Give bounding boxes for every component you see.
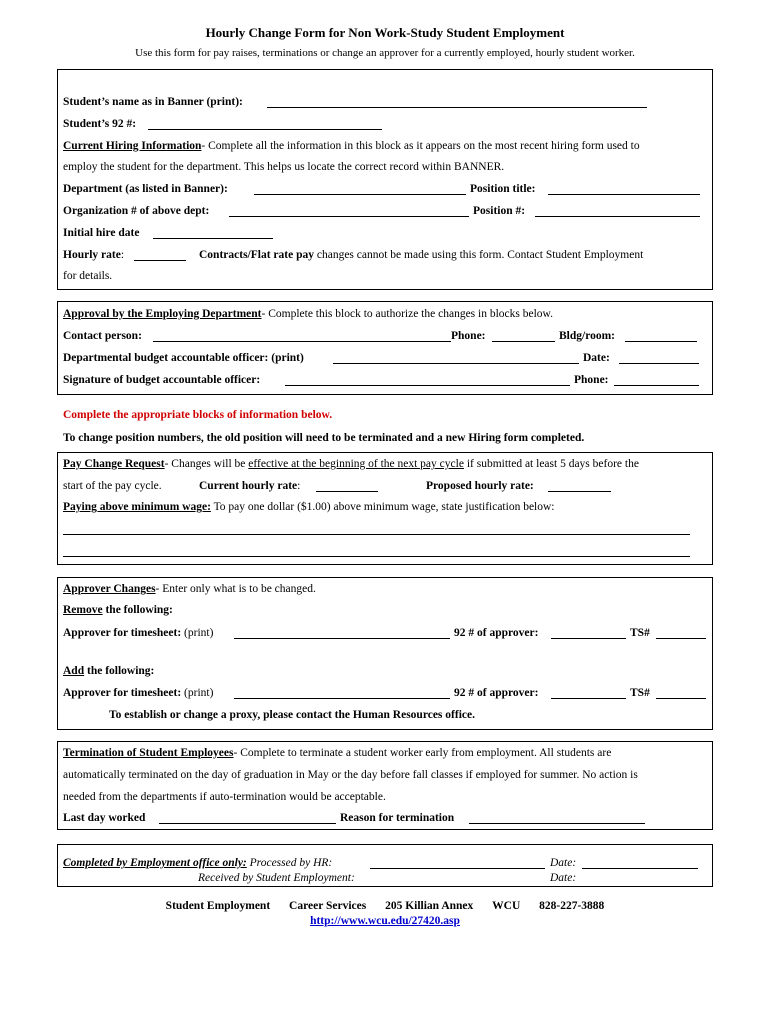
termination-text3: needed from the departments if auto-termination would be acceptable. bbox=[63, 791, 386, 803]
add-timesheet-field[interactable] bbox=[234, 698, 450, 699]
proposed-rate-field[interactable] bbox=[548, 491, 611, 492]
pay-change-text-underlined: effective at the beginning of the next pay cycle bbox=[248, 458, 464, 470]
org-field[interactable] bbox=[229, 216, 469, 217]
date2-label: Date: bbox=[550, 872, 577, 884]
add-print-label: (print) bbox=[181, 687, 214, 699]
footer bbox=[0, 900, 770, 912]
hourly-rate-field[interactable] bbox=[134, 260, 186, 261]
position-num-field[interactable] bbox=[535, 216, 700, 217]
add-timesheet-label: Approver for timesheet: bbox=[63, 687, 182, 699]
hourly-rate-row: Hourly rate: bbox=[63, 249, 125, 261]
min-wage-text: To pay one dollar ($1.00) above minimum wage, state justification below: bbox=[210, 501, 555, 513]
remove-label: Remove bbox=[63, 604, 103, 616]
approver-text: - Enter only what is to be changed. bbox=[155, 583, 316, 595]
date1-field[interactable] bbox=[582, 868, 698, 869]
contracts-text2: for details. bbox=[63, 270, 113, 282]
pay-change-text-b: if submitted at least 5 days before the bbox=[463, 458, 639, 470]
date-field[interactable] bbox=[619, 363, 699, 364]
approver-title: Approver Changes bbox=[63, 583, 156, 595]
min-wage-row bbox=[63, 500, 555, 514]
instructions-red: Complete the appropriate blocks of information below. bbox=[63, 409, 333, 421]
student-name-row bbox=[63, 95, 243, 109]
justification-line-1[interactable] bbox=[63, 534, 690, 535]
termination-text2: automatically terminated on the day of graduation in May or the day before fall classes if employed for summer. No action is bbox=[63, 769, 638, 781]
reason-field[interactable] bbox=[469, 823, 645, 824]
footer-item-4: WCU bbox=[492, 900, 521, 912]
contracts-row bbox=[199, 248, 643, 262]
bldg-label: Bldg/room: bbox=[559, 330, 616, 342]
date-label: Date: bbox=[583, 352, 610, 364]
add-rest: the following: bbox=[84, 665, 155, 677]
remove-timesheet-field[interactable] bbox=[234, 638, 450, 639]
approval-title-row bbox=[63, 307, 553, 321]
student-id-label: Student’s 92 #: bbox=[63, 118, 137, 130]
received-label: Received by Student Employment: bbox=[198, 872, 355, 884]
footer-url-link[interactable]: http://www.wcu.edu/27420.asp bbox=[310, 915, 460, 927]
phone-field[interactable] bbox=[492, 341, 555, 342]
remove-print-label: (print) bbox=[181, 627, 214, 639]
add-timesheet-row bbox=[63, 686, 213, 700]
approval-title: Approval by the Employing Department bbox=[63, 308, 262, 320]
pay-change-title: Pay Change Request bbox=[63, 458, 165, 470]
reason-label: Reason for termination bbox=[340, 812, 455, 824]
instructions-bold: To change position numbers, the old position will need to be terminated and a new Hiring form completed. bbox=[63, 432, 585, 444]
add-approver-92-label: 92 # of approver: bbox=[454, 687, 539, 699]
add-approver-92-field[interactable] bbox=[551, 698, 626, 699]
contact-field[interactable] bbox=[153, 341, 451, 342]
footer-link-row bbox=[0, 915, 770, 927]
remove-ts-label: TS# bbox=[630, 627, 650, 639]
last-day-label: Last day worked bbox=[63, 812, 146, 824]
remove-ts-field[interactable] bbox=[656, 638, 706, 639]
student-name-field[interactable] bbox=[267, 107, 647, 108]
current-rate-row: Current hourly rate: bbox=[199, 480, 301, 492]
processed-label: Processed by HR: bbox=[246, 857, 333, 869]
remove-rest: the following: bbox=[102, 604, 173, 616]
termination-text1: - Complete to terminate a student worker early from employment. All students are bbox=[233, 747, 612, 759]
remove-row bbox=[63, 603, 173, 617]
footer-item-2: Career Services bbox=[289, 900, 367, 912]
footer-item-5: 828-227-3888 bbox=[539, 900, 605, 912]
add-label: Add bbox=[63, 665, 85, 677]
hire-date-field[interactable] bbox=[153, 238, 273, 239]
remove-approver-92-label: 92 # of approver: bbox=[454, 627, 539, 639]
processed-field[interactable] bbox=[370, 868, 545, 869]
footer-item-1: Student Employment bbox=[165, 900, 271, 912]
proposed-rate-label: Proposed hourly rate: bbox=[426, 480, 534, 492]
pay-change-text-a: - Changes will be bbox=[164, 458, 249, 470]
signature-field[interactable] bbox=[285, 385, 570, 386]
current-hiring-text1: - Complete all the information in this block as it appears on the most recent hiring form used to bbox=[201, 140, 640, 152]
bldg-field[interactable] bbox=[625, 341, 697, 342]
page-title: Hourly Change Form for Non Work-Study Student Employment bbox=[205, 25, 565, 40]
proxy-text: To establish or change a proxy, please contact the Human Resources office. bbox=[109, 709, 475, 721]
department-label: Department (as listed in Banner): bbox=[63, 183, 228, 195]
hire-date-label: Initial hire date bbox=[63, 227, 140, 239]
org-label: Organization # of above dept: bbox=[63, 205, 210, 217]
add-ts-field[interactable] bbox=[656, 698, 706, 699]
remove-timesheet-row bbox=[63, 626, 213, 640]
min-wage-title: Paying above minimum wage: bbox=[63, 501, 211, 513]
termination-title: Termination of Student Employees bbox=[63, 747, 234, 759]
office-title-row bbox=[63, 856, 332, 870]
office-title: Completed by Employment office only: bbox=[63, 857, 247, 869]
add-ts-label: TS# bbox=[630, 687, 650, 699]
budget-officer-field[interactable] bbox=[333, 363, 579, 364]
position-title-field[interactable] bbox=[548, 194, 700, 195]
hourly-rate-label: Hourly rate bbox=[63, 249, 121, 261]
budget-officer-label: Departmental budget accountable officer: (print) bbox=[63, 352, 304, 364]
last-day-field[interactable] bbox=[159, 823, 336, 824]
add-row bbox=[63, 664, 154, 678]
department-field[interactable] bbox=[254, 194, 466, 195]
position-num-label: Position #: bbox=[473, 205, 526, 217]
justification-line-2[interactable] bbox=[63, 556, 690, 557]
current-hiring-text2: employ the student for the department. This helps us locate the correct record within BANNER. bbox=[63, 161, 505, 173]
pay-change-title-row bbox=[63, 457, 639, 471]
current-rate-field[interactable] bbox=[316, 491, 378, 492]
current-hiring-title: Current Hiring Information bbox=[63, 140, 202, 152]
pay-change-text2: start of the pay cycle. bbox=[63, 480, 162, 492]
contracts-bold: Contracts/Flat rate pay bbox=[199, 249, 314, 261]
student-id-field[interactable] bbox=[148, 129, 382, 130]
remove-timesheet-label: Approver for timesheet: bbox=[63, 627, 182, 639]
remove-approver-92-field[interactable] bbox=[551, 638, 626, 639]
student-name-label: Student’s name as in Banner (print): bbox=[63, 96, 243, 108]
position-title-label: Position title: bbox=[470, 183, 536, 195]
termination-title-row bbox=[63, 746, 611, 760]
approver-title-row bbox=[63, 582, 316, 596]
page-subtitle: Use this form for pay raises, terminations or change an approver for a currently employed, hourly student worker. bbox=[135, 47, 635, 59]
phone2-label: Phone: bbox=[574, 374, 609, 386]
current-rate-label: Current hourly rate bbox=[199, 480, 298, 492]
student-id-row bbox=[63, 117, 136, 131]
signature-label: Signature of budget accountable officer: bbox=[63, 374, 261, 386]
phone-label: Phone: bbox=[451, 330, 486, 342]
contact-label: Contact person: bbox=[63, 330, 142, 342]
date1-label: Date: bbox=[550, 857, 577, 869]
contracts-text: changes cannot be made using this form. Contact Student Employment bbox=[313, 249, 644, 261]
current-hiring-row bbox=[63, 139, 640, 153]
footer-item-3: 205 Killian Annex bbox=[385, 900, 474, 912]
approval-text: - Complete this block to authorize the changes in blocks below. bbox=[261, 308, 553, 320]
phone2-field[interactable] bbox=[614, 385, 699, 386]
